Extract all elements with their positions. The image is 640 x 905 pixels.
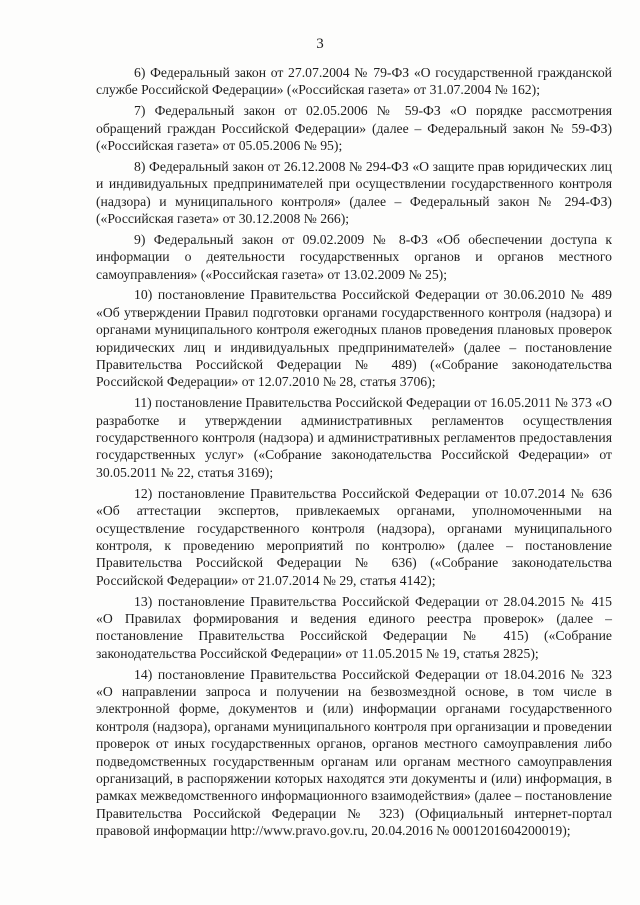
paragraph-item-11: 11) постановление Правительства Российской Федерации от 16.05.2011 № 373 «О разработке и утверждении административных регламентов осуществления государственного контроля (надзора) и административных регламентов предоставления государственных услуг» («Собрание законодательства Российской Федерации» от 30.05.2011 № 22, статья 3169); [96, 395, 612, 480]
paragraph-item-10: 10) постановление Правительства Российской Федерации от 30.06.2010 № 489 «Об утверждении Правил подготовки органами государственного контроля (надзора) и органами муниципального контроля ежегодных планов проведения плановых проверок юридических лиц и индивидуальных предпринимателей» (далее – постановление Правительства Российской Федерации № 489) («Собрание законодательства Российской Федерации» от 12.07.2010 № 28, статья 3706); [96, 287, 612, 390]
document-body [96, 64, 612, 843]
paragraph-item-6: 6) Федеральный закон от 27.07.2004 № 79-ФЗ «О государственной гражданской службе Российской Федерации» («Российская газета» от 31.07.2004 № 162); [96, 65, 612, 98]
paragraph-item-13: 13) постановление Правительства Российской Федерации от 28.04.2015 № 415 «О Правилах формирования и ведения единого реестра проверок» (далее – постановление Правительства Российской Федерации № 415) («Собрание законодательства Российской Федерации» от 11.05.2015 № 19, статья 2825); [96, 593, 612, 661]
page-number: 3 [316, 36, 324, 52]
paragraph-item-8: 8) Федеральный закон от 26.12.2008 № 294-ФЗ «О защите прав юридических лиц и индивидуальных предпринимателей при осуществлении государственного контроля (надзора) и муниципального контроля» (далее – Федеральный закон № 294-ФЗ) («Российская газета» от 30.12.2008 № 266); [96, 158, 612, 227]
paragraph-item-7: 7) Федеральный закон от 02.05.2006 № 59-ФЗ «О порядке рассмотрения обращений граждан Российской Федерации» (далее – Федеральный закон № 59-ФЗ) («Российская газета» от 05.05.2006 № 95); [96, 103, 612, 154]
paragraph-item-14: 14) постановление Правительства Российской Федерации от 18.04.2016 № 323 «О направлении запроса и получении на безвозмездной основе, в том числе в электронной форме, документов и (или) информации органами государственного контроля (надзора), органами муниципального контроля при организации и проведении проверок от иных государственных органов, органов местного самоуправления либо подведомственных государственным органам или органам местного самоуправления организаций, в распоряжении которых находятся эти документы и (или) информация, в рамках межведомственного информационного взаимодействия» (далее – постановление Правительства Российской Федерации № 323) (Официальный интернет-портал правовой информации http://www.pravo.gov.ru, 20.04.2016 № 0001201604200019); [96, 666, 612, 839]
paragraph-item-9: 9) Федеральный закон от 09.02.2009 № 8-ФЗ «Об обеспечении доступа к информации о деятельности государственных органов и органов местного самоуправления» («Российская газета» от 13.02.2009 № 25); [96, 231, 612, 282]
paragraph-item-12: 12) постановление Правительства Российской Федерации от 10.07.2014 № 636 «Об аттестации экспертов, привлекаемых органами, уполномоченными на осуществление государственного контроля (надзора), органами муниципального контроля, к проведению мероприятий по контролю» (далее – постановление Правительства Российской Федерации № 636) («Собрание законодательства Российской Федерации» от 21.07.2014 № 29, статья 4142); [96, 485, 612, 588]
